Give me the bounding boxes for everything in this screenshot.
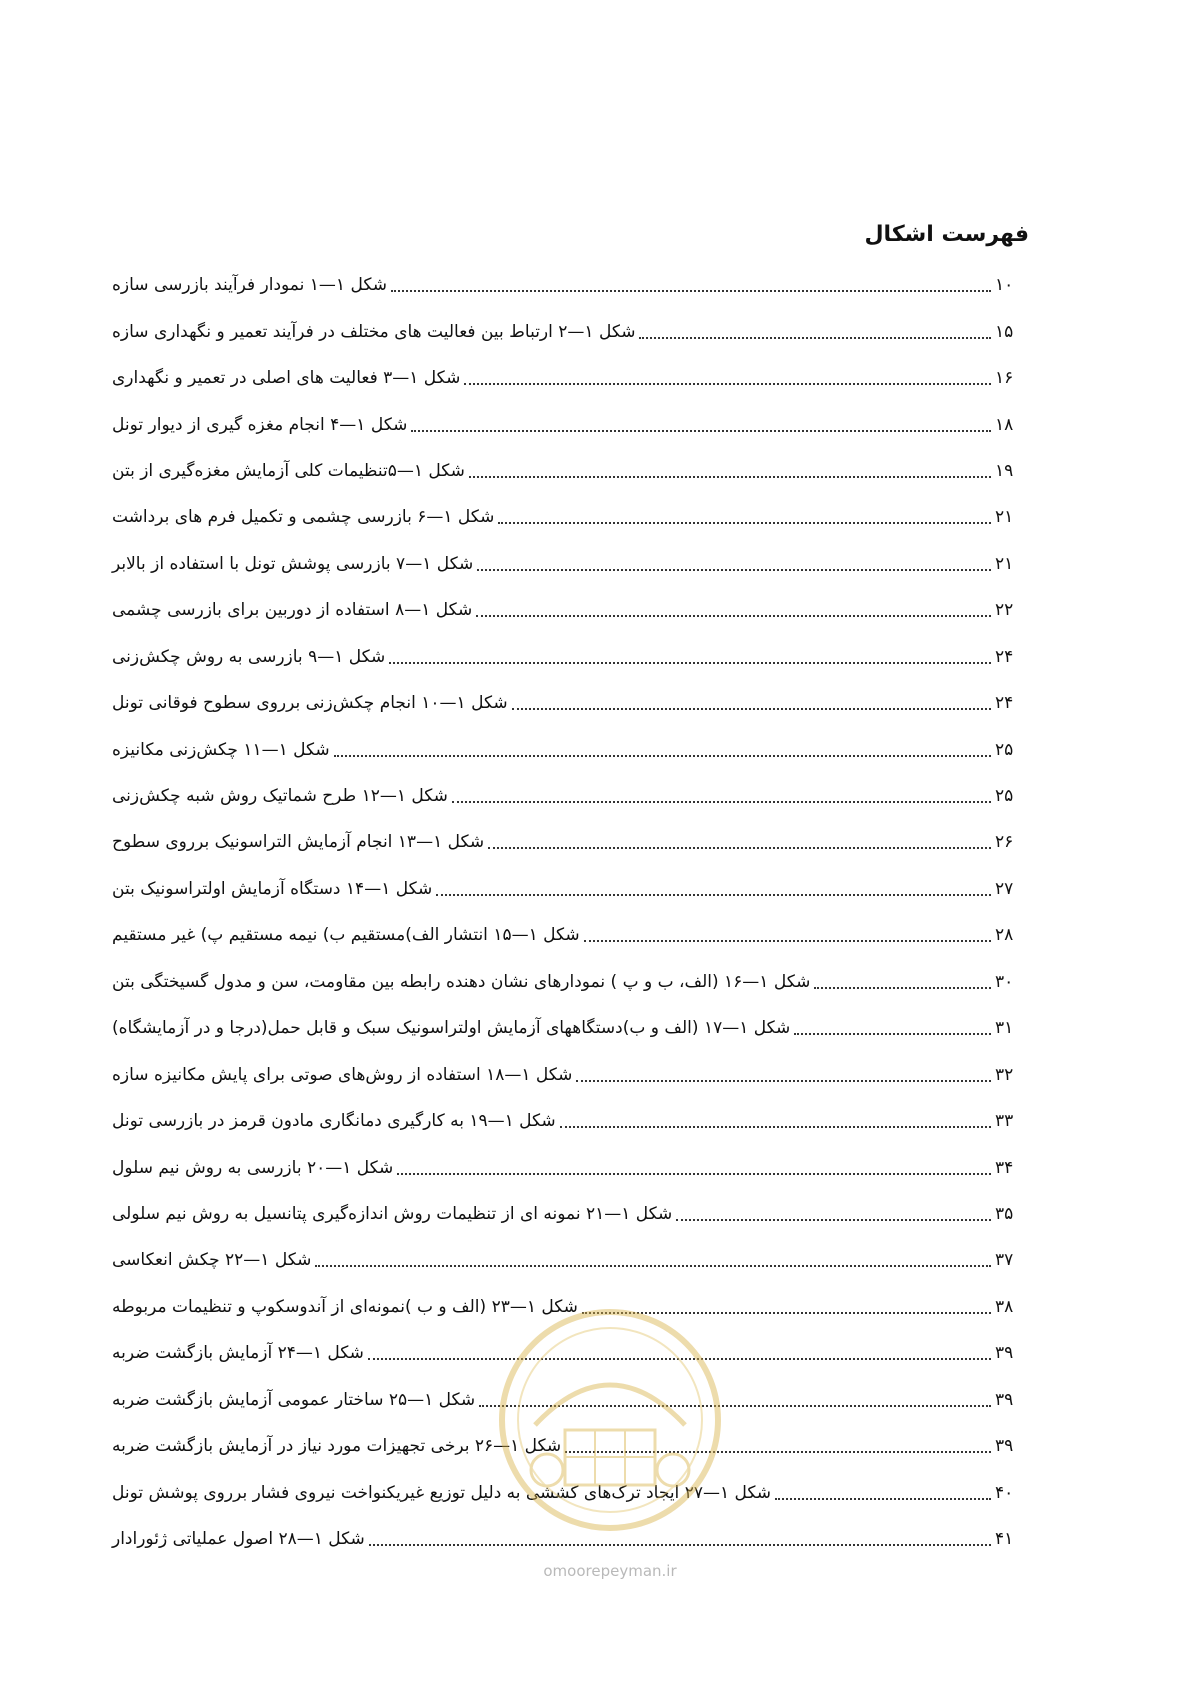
dot-leader bbox=[476, 615, 991, 617]
dot-leader bbox=[479, 1405, 991, 1407]
toc-entry[interactable] bbox=[112, 634, 1029, 680]
toc-entry[interactable] bbox=[112, 959, 1029, 1005]
page-number: ۳۷ bbox=[995, 1250, 1014, 1271]
figure-caption: شکل ۱—۲۰ بازرسی به روش نیم سلول bbox=[112, 1157, 394, 1178]
toc-entry[interactable] bbox=[112, 355, 1029, 401]
dot-leader bbox=[397, 1173, 991, 1175]
toc-entry[interactable] bbox=[112, 1098, 1029, 1144]
page-number: ۳۹ bbox=[995, 1436, 1014, 1457]
dot-leader bbox=[477, 569, 991, 571]
figure-caption: شکل ۱—۷ بازرسی پوشش تونل با استفاده از بالابر bbox=[112, 553, 474, 574]
figure-caption: شکل ۱—۲۱ نمونه ای از تنظیمات روش اندازه‌گیری پتانسیل به روش نیم سلولی bbox=[112, 1203, 673, 1224]
figure-caption: شکل ۱—۱۰ انجام چکش‌زنی برروی سطوح فوقانی تونل bbox=[112, 693, 508, 714]
page-number: ۳۱ bbox=[995, 1018, 1014, 1039]
dot-leader bbox=[560, 1126, 991, 1128]
page-number: ۴۱ bbox=[995, 1529, 1014, 1550]
figure-caption: شکل ۱—۹ بازرسی به روش چکش‌زنی bbox=[112, 646, 386, 667]
toc-entry[interactable] bbox=[112, 1516, 1029, 1562]
page-number: ۴۰ bbox=[995, 1482, 1014, 1503]
watermark-text: omoorepeyman.ir bbox=[543, 1562, 677, 1580]
dot-leader bbox=[436, 894, 991, 896]
dot-leader bbox=[582, 1312, 991, 1314]
figure-caption: شکل ۱—۲ ارتباط بین فعالیت های مختلف در فرآیند تعمیر و نگهداری سازه bbox=[112, 321, 636, 342]
toc-entry[interactable] bbox=[112, 1005, 1029, 1051]
page-number: ۳۴ bbox=[995, 1157, 1014, 1178]
page-number: ۳۹ bbox=[995, 1343, 1014, 1364]
dot-leader bbox=[794, 1033, 991, 1035]
dot-leader bbox=[464, 383, 991, 385]
figure-caption: شکل ۱—۲۸ اصول عملیاتی ژئورادار bbox=[112, 1529, 365, 1550]
dot-leader bbox=[411, 430, 991, 432]
dot-leader bbox=[584, 940, 991, 942]
page-number: ۲۴ bbox=[995, 693, 1014, 714]
page-number: ۲۱ bbox=[995, 507, 1014, 528]
dot-leader bbox=[452, 801, 991, 803]
page-number: ۲۷ bbox=[995, 878, 1014, 899]
figure-caption: شکل ۱—۲۲ چکش انعکاسی bbox=[112, 1250, 312, 1271]
toc-entry[interactable] bbox=[112, 912, 1029, 958]
toc-entry[interactable] bbox=[112, 1237, 1029, 1283]
toc-entry[interactable] bbox=[112, 819, 1029, 865]
page-number: ۳۲ bbox=[995, 1064, 1014, 1085]
toc-entry[interactable] bbox=[112, 448, 1029, 494]
page-number: ۳۹ bbox=[995, 1389, 1014, 1410]
page-number: ۱۶ bbox=[995, 368, 1014, 389]
toc-entry[interactable] bbox=[112, 1284, 1029, 1330]
figure-caption: شکل ۱—۲۴ آزمایش بازگشت ضربه bbox=[112, 1343, 364, 1364]
dot-leader bbox=[391, 290, 991, 292]
figure-caption: شکل ۱—۵تنظیمات کلی آزمایش مغزه‌گیری از بتن bbox=[112, 460, 465, 481]
figure-caption: شکل ۱—۱۱ چکش‌زنی مکانیزه bbox=[112, 739, 330, 760]
figure-caption: شکل ۱—۱۲ طرح شماتیک روش شبه چکش‌زنی bbox=[112, 786, 448, 807]
dot-leader bbox=[775, 1498, 991, 1500]
toc-entry[interactable] bbox=[112, 726, 1029, 772]
toc-entry[interactable] bbox=[112, 494, 1029, 540]
toc-entry[interactable] bbox=[112, 866, 1029, 912]
dot-leader bbox=[389, 662, 991, 664]
figure-caption: شکل ۱—۱۸ استفاده از روش‌های صوتی برای پایش مکانیزه سازه bbox=[112, 1064, 573, 1085]
dot-leader bbox=[469, 476, 991, 478]
page-number: ۳۵ bbox=[995, 1203, 1014, 1224]
figure-caption: شکل ۱—۲۶ برخی تجهیزات مورد نیاز در آزمایش بازگشت ضربه bbox=[112, 1436, 562, 1457]
dot-leader bbox=[488, 847, 991, 849]
figure-caption: شکل ۱—۳ فعالیت های اصلی در تعمیر و نگهداری bbox=[112, 368, 461, 389]
page-number: ۳۰ bbox=[995, 971, 1014, 992]
figure-caption: شکل ۱—۱۴ دستگاه آزمایش اولتراسونیک بتن bbox=[112, 878, 433, 899]
figure-caption: شکل ۱—۲۳ (الف و ب )نمونه‌ای از آندوسکوپ و تنظیمات مربوطه bbox=[112, 1296, 578, 1317]
dot-leader bbox=[334, 755, 991, 757]
toc-entry[interactable] bbox=[112, 587, 1029, 633]
toc-entry[interactable] bbox=[112, 541, 1029, 587]
figure-list bbox=[112, 262, 1029, 1562]
page-number: ۳۸ bbox=[995, 1296, 1014, 1317]
dot-leader bbox=[676, 1219, 991, 1221]
dot-leader bbox=[315, 1265, 991, 1267]
figure-caption: شکل ۱—۶ بازرسی چشمی و تکمیل فرم های برداشت bbox=[112, 507, 495, 528]
toc-entry[interactable] bbox=[112, 1051, 1029, 1097]
toc-entry[interactable] bbox=[112, 1377, 1029, 1423]
page-number: ۲۱ bbox=[995, 553, 1014, 574]
dot-leader bbox=[368, 1358, 991, 1360]
dot-leader bbox=[512, 708, 991, 710]
figure-caption: شکل ۱—۱۳ انجام آزمایش التراسونیک برروی سطوح bbox=[112, 832, 485, 853]
figure-caption: شکل ۱—۲۵ ساختار عمومی آزمایش بازگشت ضربه bbox=[112, 1389, 476, 1410]
page-number: ۱۰ bbox=[995, 275, 1014, 296]
page-number: ۱۵ bbox=[995, 321, 1014, 342]
dot-leader bbox=[565, 1451, 991, 1453]
toc-entry[interactable] bbox=[112, 1191, 1029, 1237]
toc-entry[interactable] bbox=[112, 401, 1029, 447]
dot-leader bbox=[814, 987, 991, 989]
toc-entry[interactable] bbox=[112, 1144, 1029, 1190]
dot-leader bbox=[369, 1544, 991, 1546]
dot-leader bbox=[639, 337, 991, 339]
page-number: ۲۵ bbox=[995, 739, 1014, 760]
page-number: ۱۹ bbox=[995, 460, 1014, 481]
figure-caption: شکل ۱—۱ نمودار فرآیند بازرسی سازه bbox=[112, 275, 387, 296]
page-title: فهرست اشکال bbox=[864, 222, 1029, 247]
figure-caption: شکل ۱—۱۷ (الف و ب)دستگاههای آزمایش اولتراسونیک سبک و قابل حمل(درجا و در آزمایشگاه) bbox=[112, 1018, 791, 1039]
toc-entry[interactable] bbox=[112, 1330, 1029, 1376]
figure-caption: شکل ۱—۱۹ به کارگیری دمانگاری مادون قرمز در بازرسی تونل bbox=[112, 1111, 556, 1132]
toc-entry[interactable] bbox=[112, 773, 1029, 819]
dot-leader bbox=[498, 522, 991, 524]
toc-entry[interactable] bbox=[112, 680, 1029, 726]
page-number: ۱۸ bbox=[995, 414, 1014, 435]
page-number: ۲۴ bbox=[995, 646, 1014, 667]
page-number: ۲۵ bbox=[995, 786, 1014, 807]
figure-caption: شکل ۱—۱۶ (الف، ب و پ ) نمودارهای نشان دهنده رابطه بین مقاومت، سن و مدول گسیختگی بتن bbox=[112, 971, 811, 992]
toc-entry[interactable] bbox=[112, 262, 1029, 308]
figure-caption: شکل ۱—۴ انجام مغزه گیری از دیوار تونل bbox=[112, 414, 408, 435]
page-number: ۲۸ bbox=[995, 925, 1014, 946]
dot-leader bbox=[576, 1080, 991, 1082]
figure-caption: شکل ۱—۸ استفاده از دوربین برای بازرسی چشمی bbox=[112, 600, 473, 621]
figure-caption: شکل ۱—۲۷ ایجاد ترک‌های کششی به دلیل توزیع غیریکنواخت نیروی فشار برروی پوشش تونل bbox=[112, 1482, 772, 1503]
toc-entry[interactable] bbox=[112, 308, 1029, 354]
toc-entry[interactable] bbox=[112, 1469, 1029, 1515]
toc-entry[interactable] bbox=[112, 1423, 1029, 1469]
page-number: ۲۶ bbox=[995, 832, 1014, 853]
page-number: ۳۳ bbox=[995, 1111, 1014, 1132]
page-number: ۲۲ bbox=[995, 600, 1014, 621]
figure-caption: شکل ۱—۱۵ انتشار الف)مستقیم ب) نیمه مستقیم پ) غیر مستقیم bbox=[112, 925, 580, 946]
